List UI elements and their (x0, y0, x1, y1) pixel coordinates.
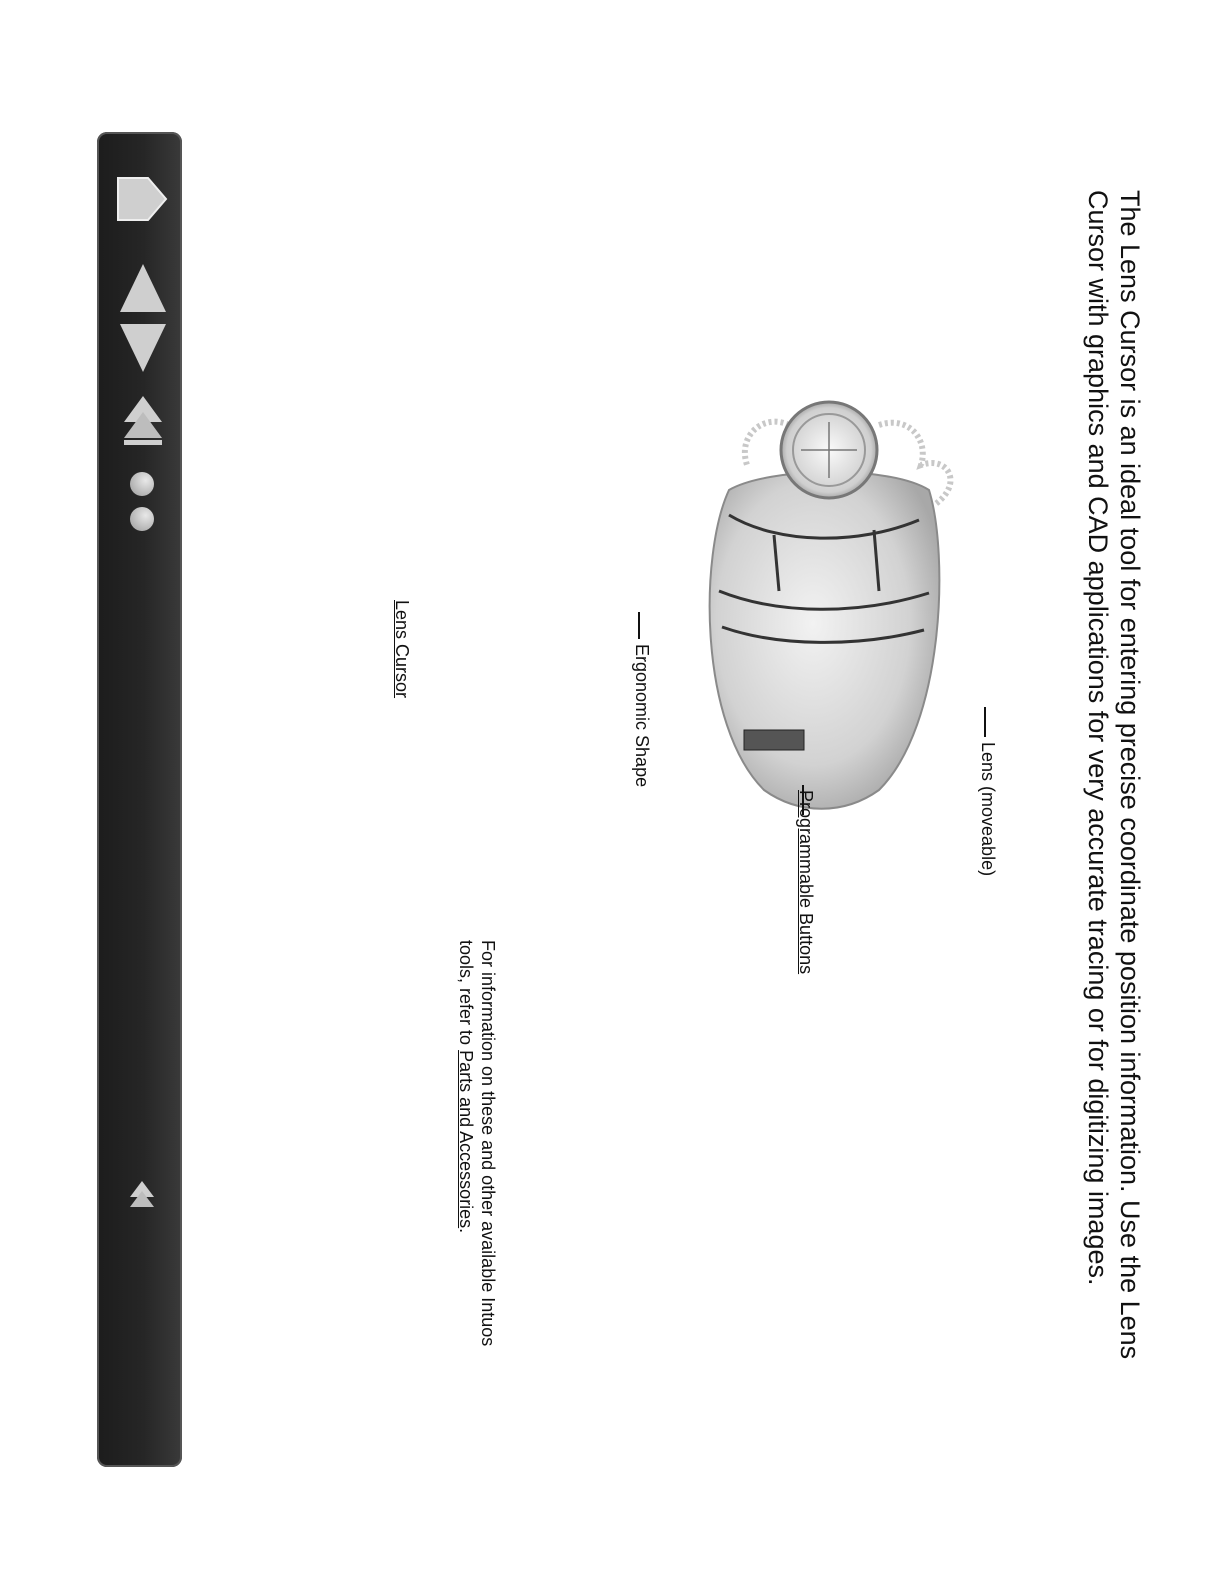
lens-cursor-caption-link[interactable]: Lens Cursor (392, 600, 412, 699)
note-period: . (456, 1228, 476, 1234)
top-icon[interactable] (124, 1177, 160, 1213)
shape-leader-line (639, 612, 641, 639)
next-page-icon[interactable] (114, 318, 172, 376)
lens-label: Lens (moveable) (978, 742, 998, 877)
lens-leader-line (985, 707, 987, 737)
circle-button-1[interactable] (130, 472, 154, 496)
parts-and-accessories-link[interactable]: Parts and Accessories (456, 1050, 476, 1229)
programmable-buttons-link[interactable]: Programmable Buttons (796, 790, 816, 975)
note-text: For information on these and other available Intuos tools, refer to (456, 940, 498, 1347)
intro-paragraph: The Lens Cursor is an ideal tool for entering precise coordinate position information. Use the Lens Cursor with graphics and CAD applications for very accurate tracing or for digitizing images. (1083, 190, 1145, 1360)
parts-note (455, 940, 499, 1360)
home-icon[interactable] (114, 170, 172, 228)
navigation-bar (97, 132, 182, 1467)
back-icon[interactable] (114, 390, 172, 448)
lens-cursor-illustration (659, 395, 1029, 825)
circle-button-2[interactable] (130, 507, 154, 531)
previous-page-icon[interactable] (114, 260, 172, 318)
ergonomic-shape-label: Ergonomic Shape (632, 644, 652, 788)
